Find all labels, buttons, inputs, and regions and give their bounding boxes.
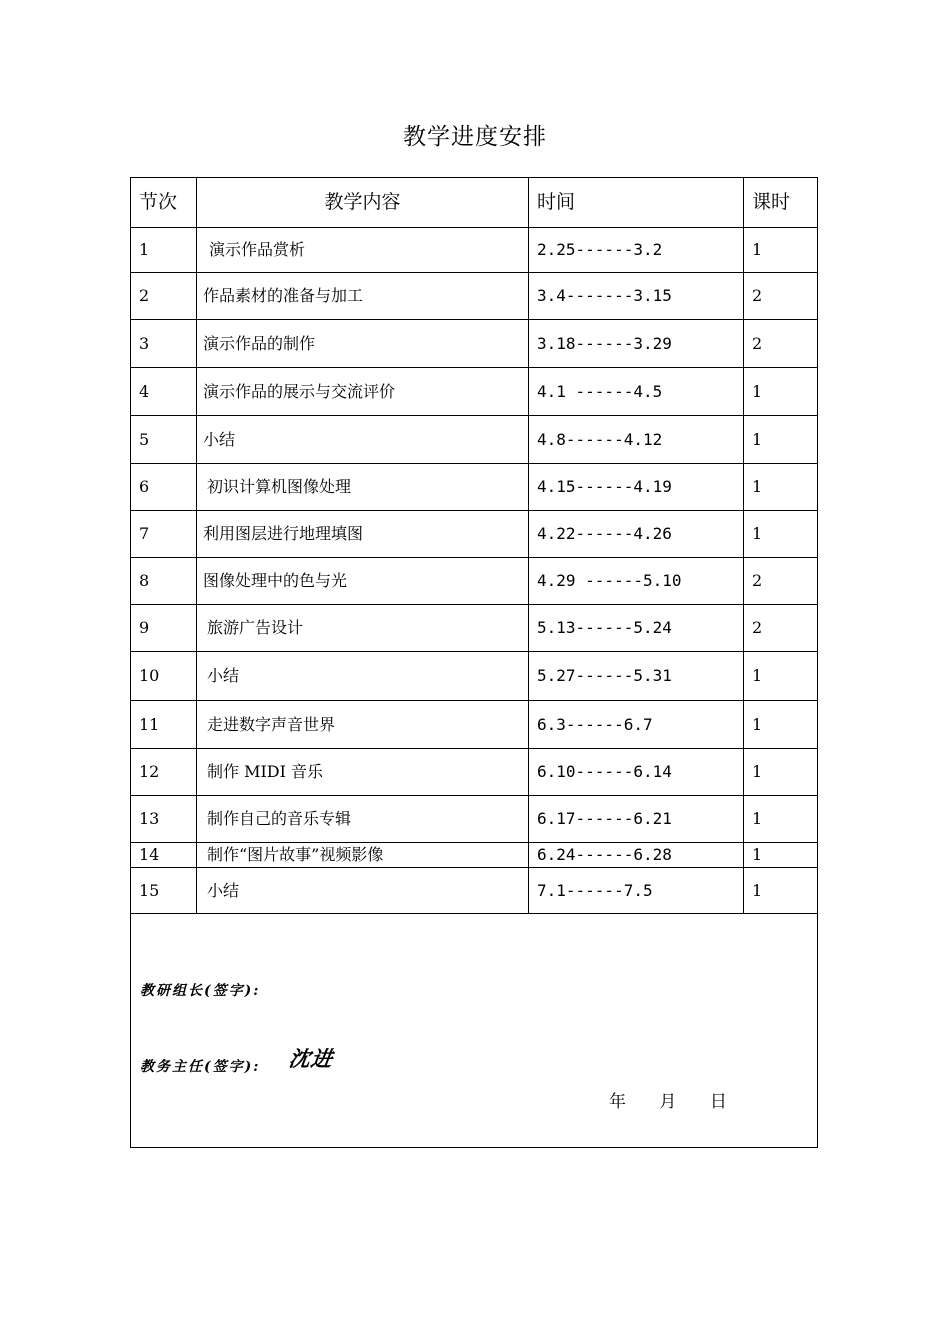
table-row bbox=[131, 558, 818, 605]
cell-content: 制作自己的音乐专辑 bbox=[197, 796, 529, 843]
cell-hours: 1 bbox=[744, 749, 818, 796]
cell-content: 演示作品赏析 bbox=[197, 228, 529, 273]
director-sign-label: 教务主任(签字): bbox=[140, 1059, 261, 1075]
table-row bbox=[131, 464, 818, 511]
cell-no: 10 bbox=[131, 652, 197, 701]
cell-content: 走进数字声音世界 bbox=[197, 701, 529, 749]
table-row bbox=[131, 368, 818, 416]
cell-content: 初识计算机图像处理 bbox=[197, 464, 529, 511]
date-day: 日 bbox=[709, 1092, 727, 1112]
table-row bbox=[131, 652, 818, 701]
cell-content: 制作 MIDI 音乐 bbox=[197, 749, 529, 796]
header-hours: 课时 bbox=[744, 178, 818, 228]
cell-no: 9 bbox=[131, 605, 197, 652]
page-title: 教学进度安排 bbox=[403, 124, 547, 150]
cell-content: 图像处理中的色与光 bbox=[197, 558, 529, 605]
date-month: 月 bbox=[659, 1092, 677, 1112]
cell-time: 7.1------7.5 bbox=[529, 868, 744, 914]
cell-content: 小结 bbox=[197, 416, 529, 464]
cell-hours: 2 bbox=[744, 273, 818, 320]
cell-no: 12 bbox=[131, 749, 197, 796]
header-time: 时间 bbox=[529, 178, 744, 228]
date-year: 年 bbox=[609, 1092, 626, 1112]
cell-hours: 1 bbox=[744, 796, 818, 843]
cell-no: 4 bbox=[131, 368, 197, 416]
cell-time: 4.15------4.19 bbox=[529, 464, 744, 511]
cell-time: 2.25------3.2 bbox=[529, 228, 744, 273]
cell-hours: 1 bbox=[744, 701, 818, 749]
cell-no: 11 bbox=[131, 701, 197, 749]
table-row bbox=[131, 796, 818, 843]
table-row bbox=[131, 273, 818, 320]
cell-content: 演示作品的制作 bbox=[197, 320, 529, 368]
signature-cell bbox=[131, 914, 818, 1148]
cell-content: 作品素材的准备与加工 bbox=[197, 273, 529, 320]
header-no: 节次 bbox=[131, 178, 197, 228]
director-signature: 沈进 bbox=[287, 1046, 335, 1071]
cell-time: 6.24------6.28 bbox=[529, 843, 744, 868]
cell-no: 7 bbox=[131, 511, 197, 558]
date-line bbox=[609, 1094, 755, 1111]
table-row bbox=[131, 868, 818, 914]
table-row bbox=[131, 320, 818, 368]
header-row bbox=[131, 178, 818, 228]
cell-no: 2 bbox=[131, 273, 197, 320]
cell-hours: 1 bbox=[744, 511, 818, 558]
schedule-table bbox=[130, 177, 818, 1148]
cell-time: 4.22------4.26 bbox=[529, 511, 744, 558]
cell-time: 6.10------6.14 bbox=[529, 749, 744, 796]
cell-content: 旅游广告设计 bbox=[197, 605, 529, 652]
cell-hours: 1 bbox=[744, 228, 818, 273]
cell-time: 6.17------6.21 bbox=[529, 796, 744, 843]
cell-hours: 1 bbox=[744, 368, 818, 416]
cell-no: 5 bbox=[131, 416, 197, 464]
table-row bbox=[131, 749, 818, 796]
table-row bbox=[131, 511, 818, 558]
cell-time: 4.29 ------5.10 bbox=[529, 558, 744, 605]
cell-no: 14 bbox=[131, 843, 197, 868]
cell-time: 3.18------3.29 bbox=[529, 320, 744, 368]
cell-no: 6 bbox=[131, 464, 197, 511]
cell-hours: 1 bbox=[744, 652, 818, 701]
cell-hours: 2 bbox=[744, 605, 818, 652]
cell-content: 小结 bbox=[197, 868, 529, 914]
table-row bbox=[131, 843, 818, 868]
cell-hours: 1 bbox=[744, 868, 818, 914]
header-content: 教学内容 bbox=[197, 178, 529, 228]
table-row bbox=[131, 228, 818, 273]
cell-content: 小结 bbox=[197, 652, 529, 701]
cell-no: 13 bbox=[131, 796, 197, 843]
cell-no: 1 bbox=[131, 228, 197, 273]
cell-hours: 2 bbox=[744, 320, 818, 368]
cell-time: 6.3------6.7 bbox=[529, 701, 744, 749]
cell-content: 演示作品的展示与交流评价 bbox=[197, 368, 529, 416]
table-row bbox=[131, 416, 818, 464]
table-row bbox=[131, 605, 818, 652]
signature-row bbox=[131, 914, 818, 1148]
cell-content: 制作“图片故事”视频影像 bbox=[197, 843, 529, 868]
leader-sign-label: 教研组长(签字): bbox=[140, 983, 261, 999]
table-row bbox=[131, 701, 818, 749]
cell-no: 3 bbox=[131, 320, 197, 368]
cell-time: 3.4-------3.15 bbox=[529, 273, 744, 320]
cell-content: 利用图层进行地理填图 bbox=[197, 511, 529, 558]
cell-time: 4.1 ------4.5 bbox=[529, 368, 744, 416]
cell-hours: 1 bbox=[744, 416, 818, 464]
cell-hours: 2 bbox=[744, 558, 818, 605]
cell-hours: 1 bbox=[744, 464, 818, 511]
cell-time: 4.8------4.12 bbox=[529, 416, 744, 464]
cell-no: 8 bbox=[131, 558, 197, 605]
cell-hours: 1 bbox=[744, 843, 818, 868]
cell-time: 5.13------5.24 bbox=[529, 605, 744, 652]
cell-no: 15 bbox=[131, 868, 197, 914]
cell-time: 5.27------5.31 bbox=[529, 652, 744, 701]
